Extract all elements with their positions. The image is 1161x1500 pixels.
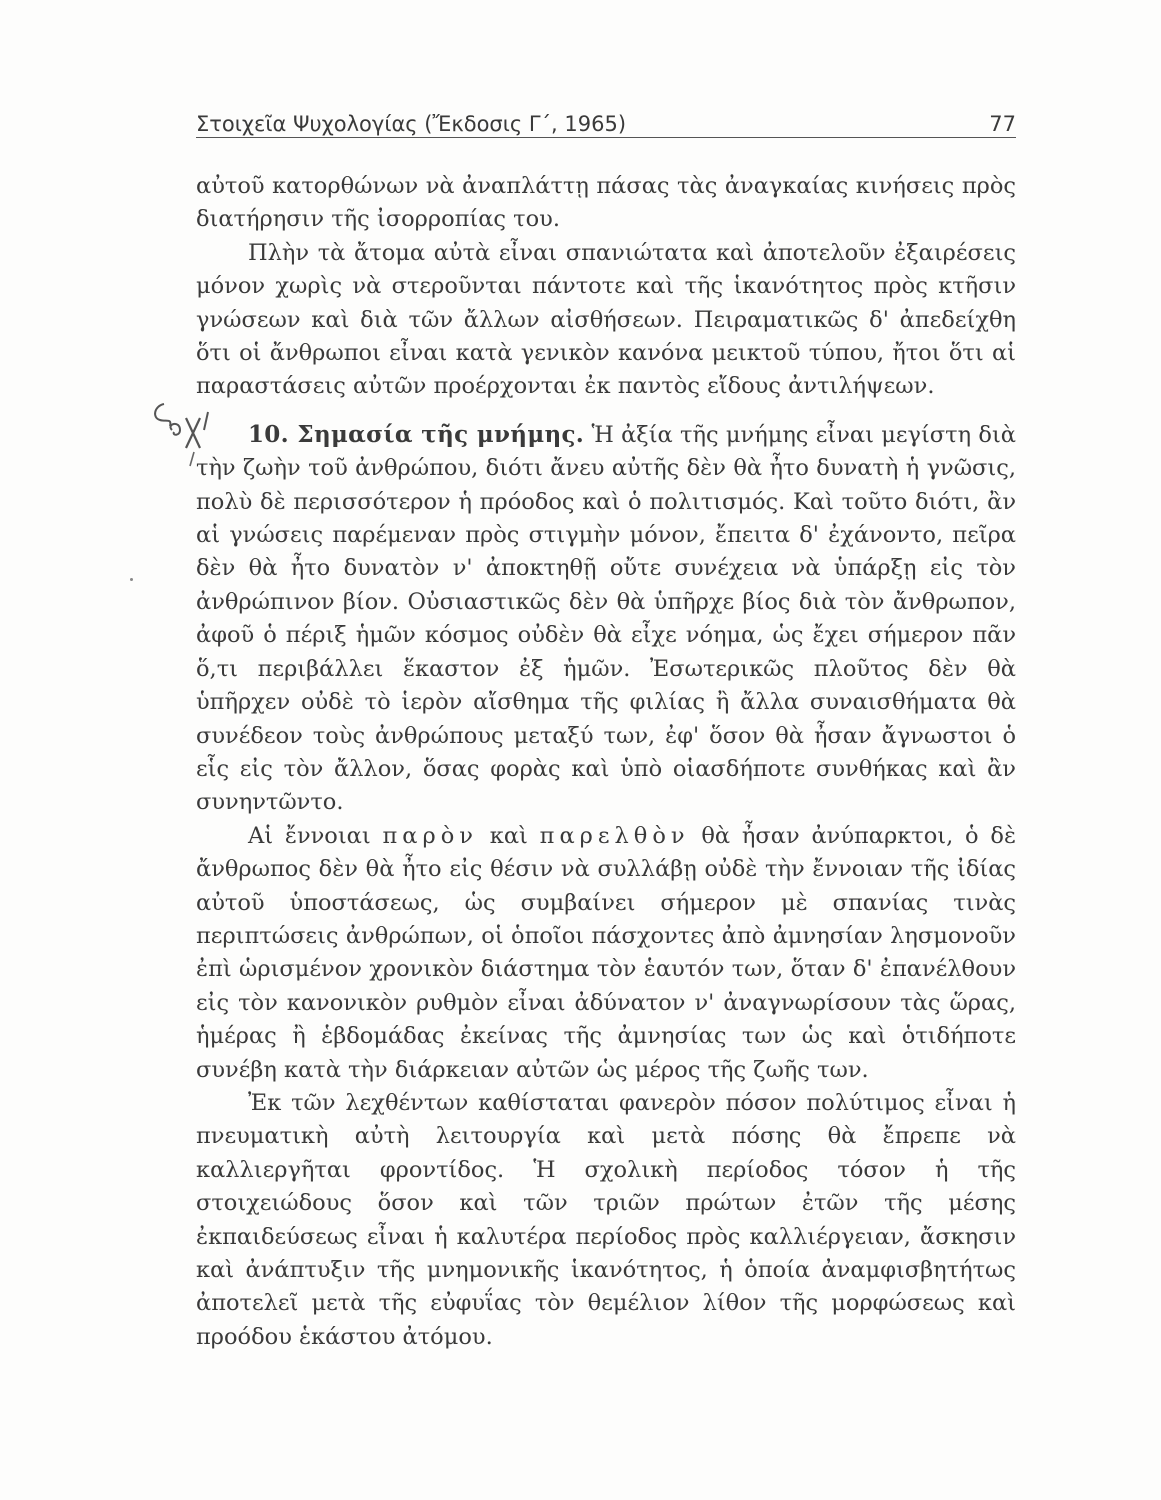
emphasis-paron: παρὸν (382, 822, 478, 849)
margin-note-text (146, 396, 147, 397)
paragraph-4 (196, 820, 1016, 1087)
paragraph-3 (196, 418, 1016, 820)
paragraph-4-mid: καὶ (489, 822, 528, 849)
paragraph-4-start: Αἱ ἔννοιαι (248, 822, 371, 849)
scan-speck (130, 578, 133, 581)
header-rule (196, 137, 1016, 138)
paragraph-2: Πλὴν τὰ ἄτομα αὐτὰ εἶναι σπανιώτατα καὶ ἀποτελοῦν ἐξαιρέσεις μόνον χωρὶς νὰ στεροῦνται πάντοτε καὶ τῆς ἱκανότητος πρὸς κτῆσιν γνώσεων καὶ διὰ τῶν ἄλλων αἰσθήσεων. Πειραματικῶς δ' ἀπεδείχθη ὅτι οἱ ἄνθρωποι εἶναι κατὰ γενικὸν κανόνα μεικτοῦ τύπου, ἤτοι ὅτι αἱ παραστάσεις αὐτῶν προέρχονται ἐκ παντὸς εἴδους ἀντιλήψεων. (196, 239, 1016, 400)
body-text (196, 170, 1016, 1354)
paragraph-5: Ἐκ τῶν λεχθέντων καθίσταται φανερὸν πόσον πολύτιμος εἶναι ἡ πνευματικὴ αὐτὴ λειτουργία καὶ μετὰ πόσης θὰ ἔπρεπε νὰ καλλιεργῆται φροντίδος. Ἡ σχολικὴ περίοδος τόσον ἡ τῆς στοιχειώδους ὅσον καὶ τῶν τριῶν πρώτων ἐτῶν τῆς μέσης ἐκπαιδεύσεως εἶναι ἡ καλυτέρα περίοδος πρὸς καλλιέργειαν, ἄσκησιν καὶ ἀνάπτυξιν τῆς μνημονικῆς ἱκανότητος, ἡ ὁποία ἀναμφισβητήτως ἀποτελεῖ μετὰ τῆς εὐφυΐας τὸν θεμέλιον λίθον τῆς μορφώσεως καὶ προόδου ἑκάστου ἀτόμου. (196, 1089, 1016, 1350)
emphasis-parelthon: παρελθὸν (539, 822, 690, 849)
paragraph-3-text: Ἡ ἀξία τῆς μνήμης εἶναι μεγίστη διὰ τὴν ζωὴν τοῦ ἀνθρώπου, διότι ἄνευ αὐτῆς δὲν θὰ ἦτο δυνατὴ ἡ γνῶσις, πολὺ δὲ περισσότερον ἡ πρόοδος καὶ ὁ πολιτισμός. Καὶ τοῦτο διότι, ἂν αἱ γνώσεις παρέμεναν πρὸς στιγμὴν μόνον, ἔπειτα δ' ἐχάνοντο, πεῖρα δὲν θὰ ἦτο δυνατὸν ν' ἀποκτηθῇ οὔτε συνέχεια νὰ ὑπάρξῃ εἰς τὸν ἀνθρώπινον βίον. Οὐσιαστικῶς δὲν θὰ ὑπῆρχε βίος διὰ τὸν ἄνθρωπον, ἀφοῦ ὁ πέριξ ἡμῶν κόσμος οὐδὲν θὰ εἶχε νόημα, ὡς ἔχει σήμερον πᾶν ὅ,τι περιβάλλει ἕκαστον ἐξ ἡμῶν. Ἐσωτερικῶς πλοῦτος δὲν θὰ ὑπῆρχεν οὐδὲ τὸ ἱερὸν αἴσθημα τῆς φιλίας ἢ ἄλλα συναισθήματα θὰ συνέδεον τοὺς ἀνθρώπους μεταξύ των, ἐφ' ὅσον θὰ ἦσαν ἄγνωστοι ὁ εἷς εἰς τὸν ἄλλον, ὅσας φορὰς καὶ ὑπὸ οἱασδήποτε συνθήκας καὶ ἂν συνηντῶντο. (196, 421, 1016, 816)
page-number: 77 (989, 112, 1016, 136)
running-header (196, 100, 1016, 136)
running-title: Στοιχεῖα Ψυχολογίας (Ἔκδοσις Γ΄, 1965) (196, 112, 627, 136)
paragraph-4-rest: θὰ ἦσαν ἀνύπαρκτοι, ὁ δὲ ἄνθρωπος δὲν θὰ ἦτο εἰς θέσιν νὰ συλλάβῃ οὐδὲ τὴν ἔννοιαν τῆς ἰδίας αὐτοῦ ὑποστάσεως, ὡς συμβαίνει σήμερον μὲ σπανίας τινὰς περιπτώσεις ἀνθρώπων, οἱ ὁποῖοι πάσχοντες ἀπὸ ἀμνησίαν λησμονοῦν ἐπὶ ὡρισμένον χρονικὸν διάστημα τὸν ἑαυτόν των, ὅταν δ' ἐπανέλθουν εἰς τὸν κανονικὸν ρυθμὸν εἶναι ἀδύνατον ν' ἀναγνωρίσουν τὰς ὥρας, ἡμέρας ἢ ἑβδομάδας ἐκείνας τῆς ἀμνησίας των ὡς καὶ ὁτιδήποτε συνέβη κατὰ τὴν διάρκειαν αὐτῶν ὡς μέρος τῆς ζωῆς των. (196, 822, 1017, 1083)
paragraph-1: αὐτοῦ κατορθώνων νὰ ἀναπλάττῃ πάσας τὰς ἀναγκαίας κινήσεις πρὸς διατήρησιν τῆς ἰσορροπίας του. (196, 173, 1016, 233)
section-heading: 10. Σημασία τῆς μνήμης. (248, 420, 585, 448)
